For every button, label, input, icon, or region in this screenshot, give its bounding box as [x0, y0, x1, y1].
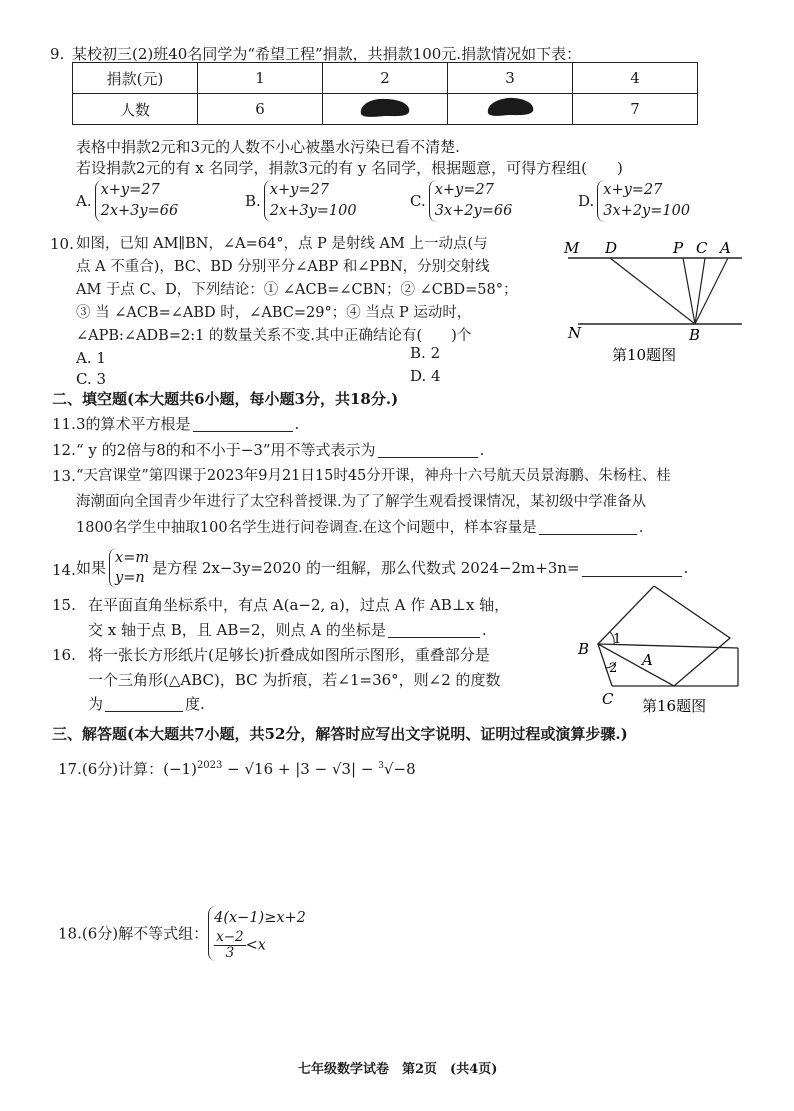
q11-number: 11.	[52, 415, 76, 433]
q10-line: ∠APB:∠ADB=2:1 的数量关系不变.其中正确结论有( )个	[76, 328, 472, 344]
figure-caption: 第16题图	[642, 697, 707, 715]
q15-line: 交 x 轴于点 B，且 AB=2，则点 A 的坐标是 .	[88, 621, 487, 639]
q10-line: 点 A 不重合)，BC、BD 分别平分∠ABP 和∠PBN，分别交射线	[76, 259, 490, 275]
table-cell: 2	[323, 63, 448, 94]
q9-option-c: C.x+y=27 3x+2y=66	[410, 180, 512, 222]
q16-line: 为 度.	[88, 695, 205, 713]
q10-line: ③ 当 ∠ACB=∠ABD 时，∠ABC=29°；④ 当点 P 运动时，	[76, 305, 472, 321]
q16-number: 16.	[52, 646, 76, 664]
point-label: A	[642, 651, 653, 669]
section-heading: 三、解答题(本大题共7小题，共52分，解答时应写出文字说明、证明过程或演算步骤.)	[52, 725, 628, 743]
angle-label: 1	[613, 632, 622, 647]
q13-number: 13.	[52, 467, 76, 485]
page-footer: 七年级数学试卷 第2页 (共4页)	[298, 1062, 498, 1077]
point-label: D	[605, 239, 618, 257]
answer-blank[interactable]	[378, 441, 478, 458]
table-cell: 4	[573, 63, 698, 94]
point-label: B	[689, 326, 701, 344]
q9-option-a: A.x+y=27 2x+3y=66	[76, 180, 178, 222]
q10-option-a: A. 1	[76, 349, 106, 367]
q13-line: 海潮面向全国青少年进行了太空科普授课.为了了解学生观看授课情况，某初级中学准备从	[76, 494, 647, 510]
q9-option-b: B.x+y=27 2x+3y=100	[245, 180, 357, 222]
table-header-cell: 人数	[73, 94, 198, 125]
table-cell: 1	[198, 63, 323, 94]
figure-caption: 第10题图	[612, 346, 677, 364]
ink-stain-icon	[480, 94, 540, 120]
table-cell: 3	[448, 63, 573, 94]
segment-bp	[683, 258, 695, 324]
answer-blank[interactable]	[582, 560, 682, 577]
table-cell: 7	[573, 94, 698, 125]
q15-line: 在平面直角坐标系中，有点 A(a−2, a)，过点 A 作 AB⊥x 轴，	[88, 596, 510, 614]
point-label: B	[578, 640, 590, 658]
q15-number: 15.	[52, 596, 76, 614]
table-row	[73, 94, 698, 125]
q18-text: 18.(6分)解不等式组：4(x−1)≥x+2 $\frac{x-2}{3}$ <x	[58, 906, 306, 961]
point-label: C	[602, 690, 614, 708]
q17-text: 17.(6分)计算：$(-1)^{2023} - √16 + |3 - √3| - ^3√-8$	[58, 760, 416, 778]
q16-line: 一个三角形(△ABC)，BC 为折痕，若∠1=36°，则∠2 的度数	[88, 671, 501, 689]
ink-stain-cell	[323, 94, 448, 125]
q10-option-b: B. 2	[410, 344, 441, 362]
q9-line3: 若设捐款2元的有 x 名同学，捐款3元的有 y 名同学，根据题意，可得方程组( )	[76, 159, 623, 177]
q16-line: 将一张长方形纸片(足够长)折叠成如图所示图形，重叠部分是	[88, 646, 490, 664]
q9-line2: 表格中捐款2元和3元的人数不小心被墨水污染已看不清楚.	[76, 138, 460, 156]
q13-line: “天宫课堂”第四课于2023年9月21日15时45分开课，神舟十六号航天员景海鹏、朱杨柱、桂	[76, 468, 671, 484]
q10-figure	[560, 236, 750, 384]
section-heading: 二、填空题(本大题共6小题，每小题3分，共18分.)	[52, 390, 399, 408]
q10-line: AM 于点 C、D，下列结论：① ∠ACB=∠CBN；② ∠CBD=58°；	[76, 282, 518, 298]
q9-number: 9.	[50, 45, 65, 63]
table-cell: 6	[198, 94, 323, 125]
ink-stain-icon	[355, 94, 415, 120]
angle-label: 2	[609, 661, 618, 676]
q12-text: “ y 的2倍与8的和不小于−3”用不等式表示为 .	[76, 441, 485, 459]
donation-table	[72, 62, 698, 125]
q9-stem: 某校初三(2)班40名同学为“希望工程”捐款，共捐款100元.捐款情况如下表：	[72, 45, 582, 63]
answer-blank[interactable]	[193, 415, 293, 432]
point-label: M	[564, 239, 580, 257]
table-row	[73, 63, 698, 94]
q14-number: 14.	[52, 561, 76, 579]
q16-figure	[572, 586, 752, 718]
point-label: C	[696, 239, 708, 257]
point-label: N	[568, 324, 582, 342]
answer-blank[interactable]	[539, 518, 637, 535]
q10-option-c: C. 3	[76, 370, 107, 388]
answer-blank[interactable]	[388, 621, 480, 638]
q13-line: 1800名学生中抽取100名学生进行问卷调查.在这个问题中，样本容量是 .	[76, 520, 644, 536]
q11-text: 3的算术平方根是 .	[76, 415, 300, 433]
q9-option-d: D.x+y=27 3x+2y=100	[578, 180, 690, 222]
q10-line: 如图，已知 AM∥BN，∠A=64°，点 P 是射线 AM 上一动点(与	[76, 236, 488, 252]
answer-blank[interactable]	[105, 695, 183, 712]
segment-bd	[610, 258, 695, 324]
q12-number: 12.	[52, 441, 76, 459]
table-header-cell: 捐款(元)	[73, 63, 198, 94]
q14-text: 如果x=m y=n是方程 2x−3y=2020 的一组解，那么代数式 2024−2m+3n= .	[76, 550, 689, 586]
ink-stain-cell	[448, 94, 573, 125]
point-label: A	[720, 239, 731, 257]
q10-option-d: D. 4	[410, 367, 441, 385]
q10-number: 10.	[50, 235, 74, 253]
point-label: P	[673, 239, 684, 257]
